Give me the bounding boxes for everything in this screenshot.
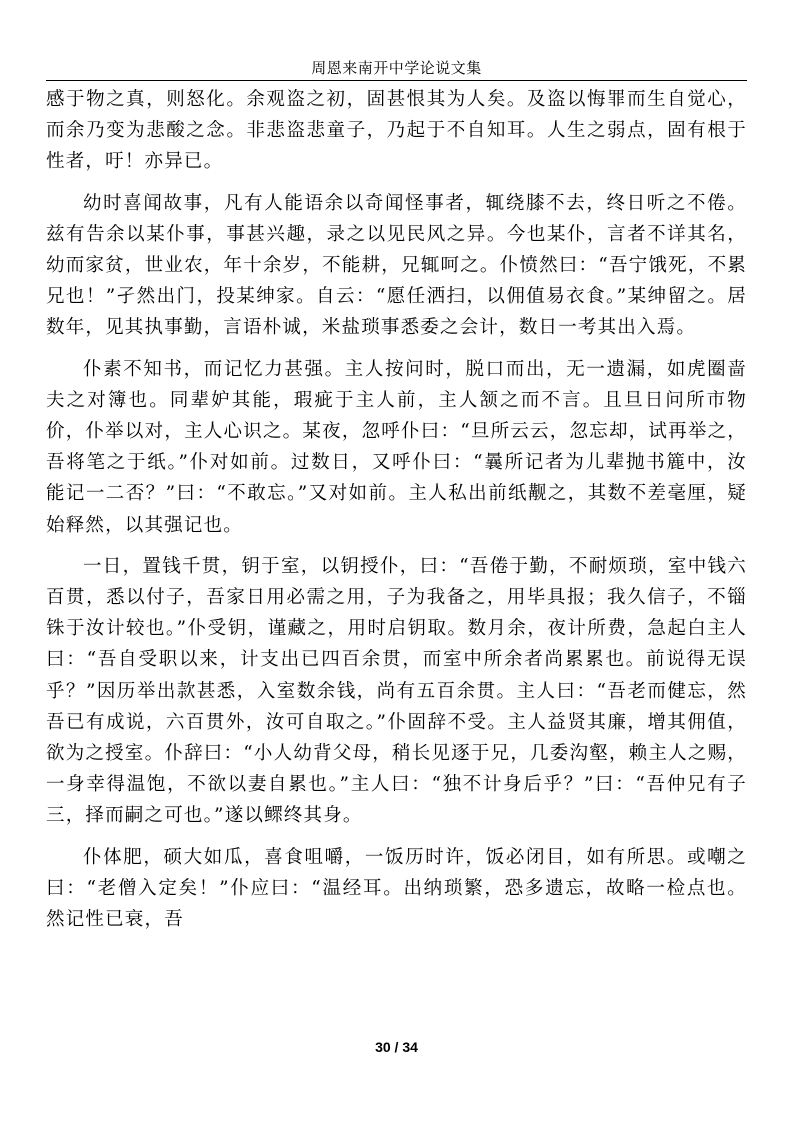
paragraph-5: 仆体肥，硕大如瓜，喜食咀嚼，一饭历时许，饭必闭目，如有所思。或嘲之曰：“老僧入定矣！”仆应曰：“温经耳。出纳琐繁，恐多遗忘，故略一检点也。然记性已衰，吾 [46, 846, 747, 931]
paragraph-2: 幼时喜闻故事，凡有人能语余以奇闻怪事者，辄绕膝不去，终日听之不倦。兹有告余以某仆事，事甚兴趣，录之以见民风之异。今也某仆，言者不详其名，幼而家贫，世业农，年十余岁，不能耕，兄辄呵之。仆愤然曰：“吾宁饿死，不累兄也！”孑然出门，投某绅家。自云：“愿任洒扫，以佣值易衣食。”某绅留之。居数年，见其执事勤，言语朴诚，米盐琐事悉委之会计，数日一考其出入焉。 [46, 192, 747, 339]
paragraph-3: 仆素不知书，而记忆力甚强。主人按问时，脱口而出，无一遗漏，如虎圈啬夫之对簿也。同辈妒其能，瑕疵于主人前，主人颔之而不言。且旦日问所市物价，仆举以对，主人心识之。某夜，忽呼仆曰：“旦所云云，忽忘却，试再举之，吾将笔之于纸。”仆对如前。过数日，又呼仆曰：“曩所记者为儿辈抛书簏中，汝能记一二否？”曰：“不敢忘。”又对如前。主人私出前纸觏之，其数不差毫厘，疑始释然，以其强记也。 [46, 358, 747, 536]
paragraph-1: 感于物之真，则怒化。余观盗之初，固甚恨其为人矣。及盗以悔罪而生自觉心，而余乃变为悲酸之念。非悲盗悲童子，乃起于不自知耳。人生之弱点，固有根于性者，吁！亦异已。 [46, 89, 747, 173]
page-number: 30 / 34 [375, 1039, 418, 1055]
paragraph-4: 一日，置钱千贯，钥于室，以钥授仆，曰：“吾倦于勤，不耐烦琐，室中钱六百贯，悉以付子，吾家日用必需之用，子为我备之，用毕具报；我久信子，不锱铢于汝计较也。”仆受钥，谨藏之，用时启钥取。数月余，夜计所费，急起白主人曰：“吾自受职以来，计支出已四百余贯，而室中所余者尚累累也。前说得无误乎？”因历举出款甚悉，入室数余钱，尚有五百余贯。主人曰：“吾老而健忘，然吾已有成说，六百贯外，汝可自取之。”仆固辞不受。主人益贤其廉，增其佣值，欲为之授室。仆辞曰：“小人幼背父母，稍长见逐于兄，几委沟壑，赖主人之赐，一身幸得温饱，不欲以妻自累也。”主人曰：“独不计身后乎？”曰：“吾仲兄有子三，择而嗣之可也。”遂以鳏终其身。 [46, 555, 747, 827]
body-text [46, 84, 747, 945]
header-divider [46, 80, 747, 81]
page-header-title: 周恩来南开中学论说文集 [311, 59, 482, 77]
